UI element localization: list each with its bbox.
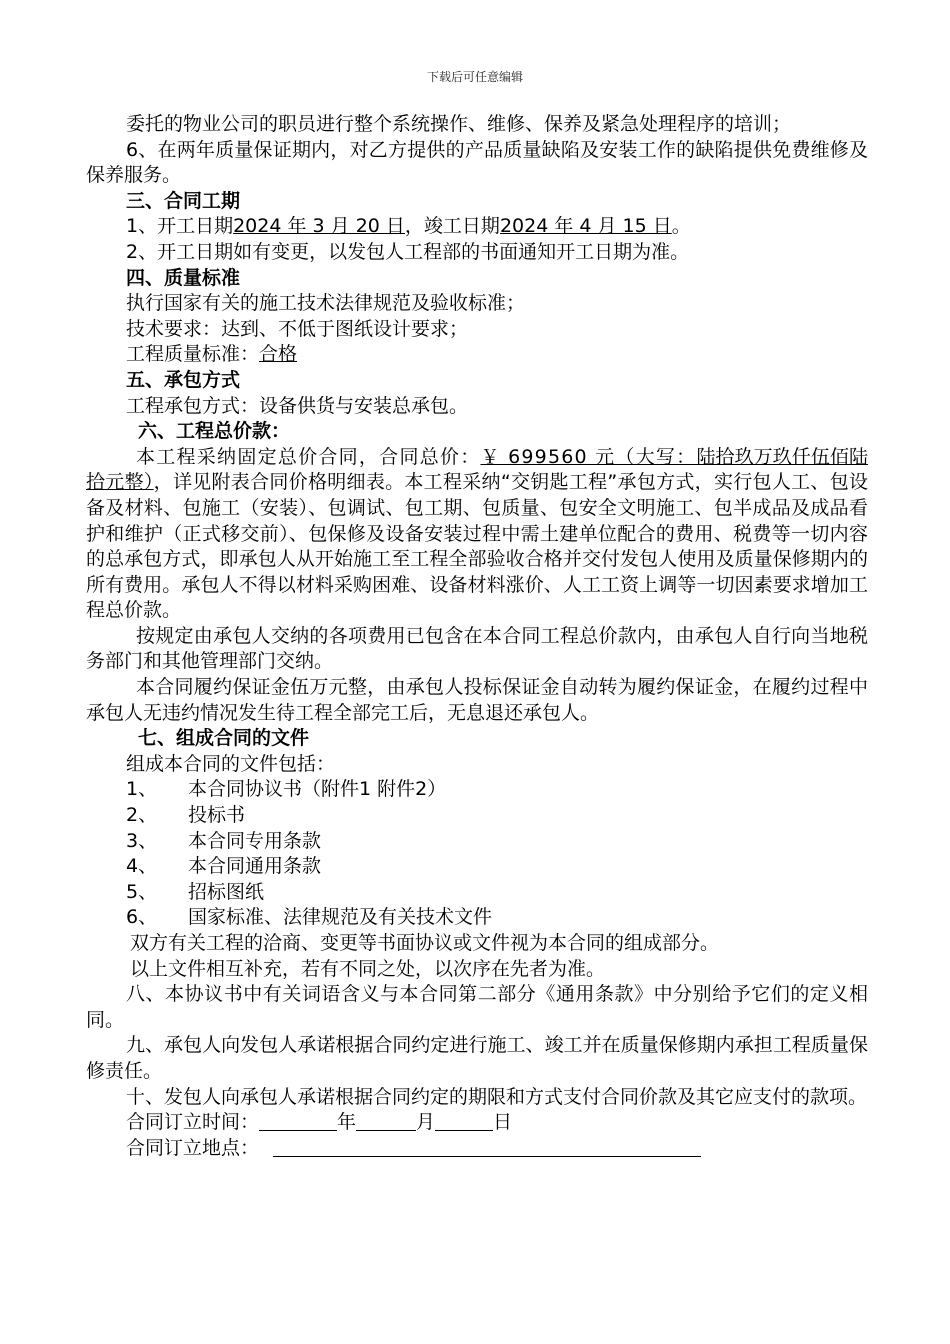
amount-in-words: 陆拾玖万玖仟伍佰陆拾元整） [86, 445, 868, 494]
warranty-line: 6、在两年质量保证期内，对乙方提供的产品质量缺陷及安装工作的缺陷提供免费维修及保养服务。 [86, 138, 868, 187]
list-item: 5、 招标图纸 [126, 880, 265, 903]
quality-line-1: 执行国家有关的施工技术法律规范及验收标准； [126, 292, 526, 315]
list-item: 1、 本合同协议书（附件1 附件2） [126, 778, 447, 801]
end-date: 2024 年 4 月 15 日 [499, 215, 672, 238]
training-line: 委托的物业公司的职员进行整个系统操作、维修、保养及紧急处理程序的培训； [126, 113, 792, 135]
place-blank[interactable] [273, 1138, 701, 1157]
clause-9: 九、承包人向发包人承诺根据合同约定进行施工、竣工并在质量保修期内承担工程质量保修责任。 [86, 1034, 868, 1082]
page-header: 下载后可任意编辑 [426, 70, 523, 84]
documents-list [86, 777, 868, 931]
contract-mode-line: 工程承包方式：设备供货与安装总承包。 [126, 394, 469, 417]
section-3-title: 三、合同工期 [126, 189, 241, 212]
section-6-title: 六、工程总价款： [138, 420, 291, 443]
list-item: 4、 本合同通用条款 [126, 855, 322, 878]
schedule-line-1: 1、开工日期2024 年 3 月 20 日，竣工日期2024 年 4 月 15 日。 [126, 215, 691, 238]
list-item: 3、 本合同专用条款 [126, 829, 322, 852]
signing-place-line: 合同订立地点： [86, 1136, 868, 1162]
quality-line-2: 技术要求：达到、不低于图纸设计要求； [126, 317, 469, 340]
schedule-line-2: 2、开工日期如有变更，以发包人工程部的书面通知开工日期为准。 [126, 240, 690, 263]
fees-paragraph: 按规定由承包人交纳的各项费用已包含在本合同工程总价款内，由承包人自行向当地税务部门和其他管理部门交纳。 [86, 624, 868, 673]
documents-note-2: 以上文件相互补充，若有不同之处，以次序在先者为准。 [130, 957, 606, 980]
list-item: 2、 投标书 [126, 804, 246, 827]
day-blank[interactable] [435, 1112, 493, 1131]
start-date: 2024 年 3 月 20 日 [233, 215, 405, 238]
clause-8: 八、本协议书中有关词语含义与本合同第二部分《通用条款》中分别给予它们的定义相同。 [86, 983, 868, 1031]
documents-note-1: 双方有关工程的洽商、变更等书面协议或文件视为本合同的组成部分。 [130, 932, 720, 954]
documents-intro: 组成本合同的文件包括： [126, 752, 336, 775]
contract-body [86, 112, 868, 1161]
section-5-title: 五、承包方式 [126, 368, 241, 391]
clause-10: 十、发包人向承包人承诺根据合同约定的期限和方式支付合同价款及其它应支付的款项。 [126, 1085, 868, 1108]
list-item: 6、 国家标准、法律规范及有关技术文件 [126, 906, 493, 929]
month-blank[interactable] [356, 1112, 416, 1131]
contract-amount: ￥ 699560 元（大写： [480, 445, 697, 468]
quality-standard-value: 合格 [259, 343, 298, 366]
quality-line-3: 工程质量标准：合格 [126, 343, 298, 366]
total-price-paragraph: 本工程采纳固定总价合同，合同总价：￥ 699560 元（大写：陆拾玖万玖仟伍佰陆拾元整），详见附表合同价格明细表。本工程采纳“交钥匙工程”承包方式，实行包人工、包设备及材料、包施工（安装）、包调试、包工期、包质量、包安全文明施工、包半成品及成品看护和维护（正式移交前）、包保修及设备安装过程中需土建单位配合的费用、税费等一切内容的总承包方式，即承包人从开始施工至工程全部验收合格并交付发包人使用及质量保修期内的所有费用。承包人不得以材料采购困难、设备材料涨价、人工工资上调等一切因素要求增加工程总价款。 [86, 445, 868, 622]
signing-time-line: 合同订立时间： 年 月 日 [126, 1111, 513, 1134]
section-7-title: 七、组成合同的文件 [138, 727, 310, 750]
section-4-title: 四、质量标准 [126, 266, 241, 289]
year-blank[interactable] [259, 1112, 337, 1131]
deposit-paragraph: 本合同履约保证金伍万元整，由承包人投标保证金自动转为履约保证金，在履约过程中承包人无违约情况发生待工程全部完工后，无息退还承包人。 [86, 676, 868, 724]
